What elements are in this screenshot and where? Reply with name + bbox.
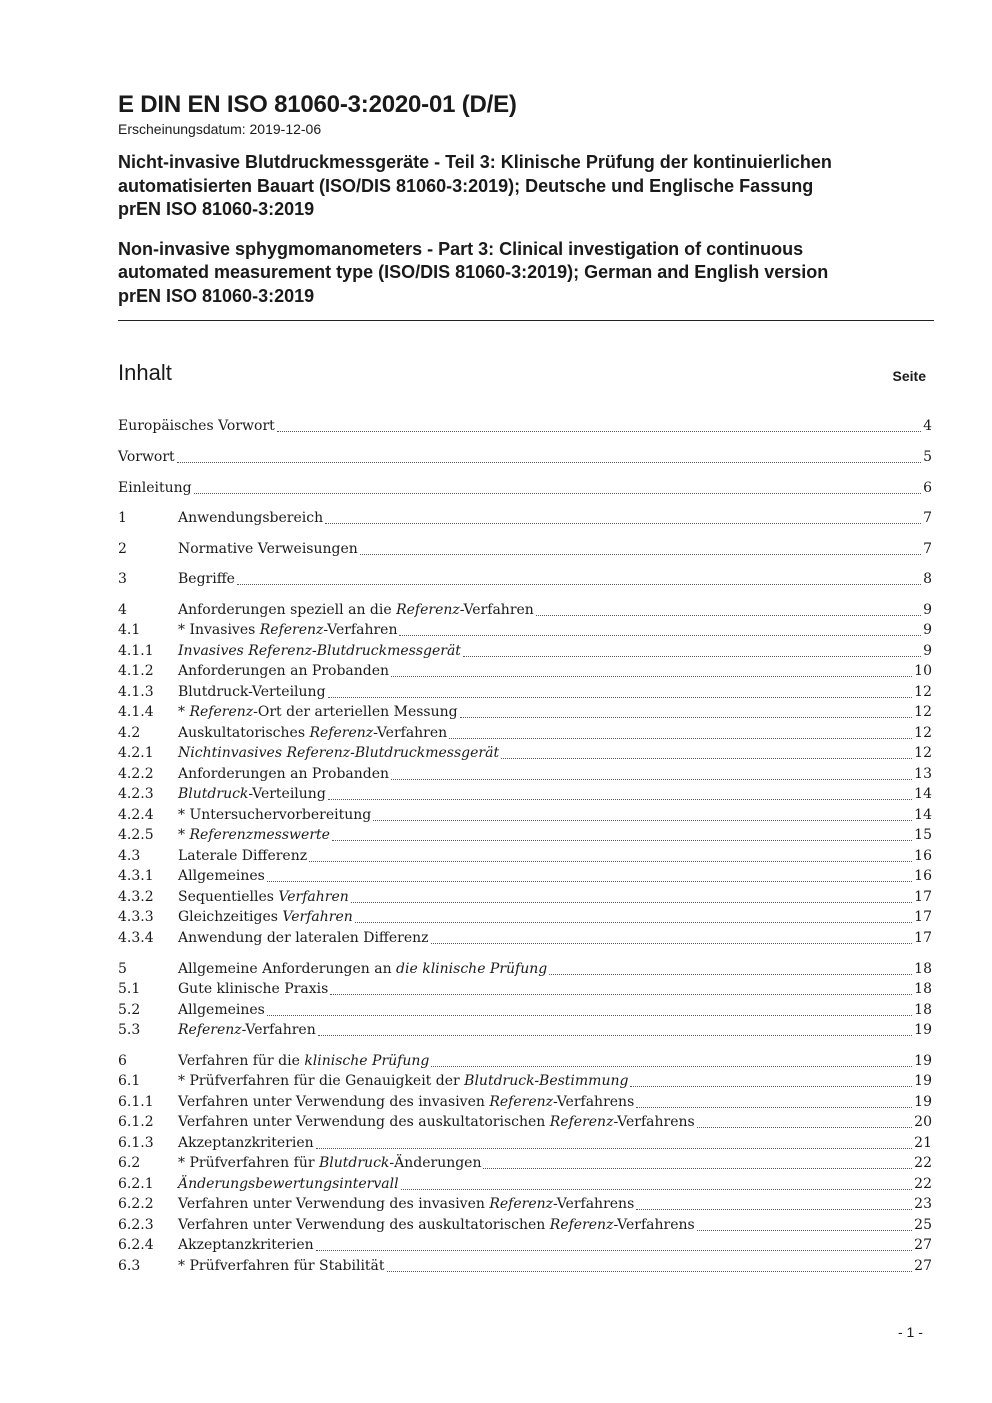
- toc-entry-label: Allgemeines: [178, 1002, 265, 1018]
- toc-entry-page: 18: [914, 961, 932, 977]
- toc-entry-page: 14: [914, 807, 932, 823]
- toc-entry-page: 15: [914, 827, 932, 843]
- toc-entry-number: 4.3.3: [118, 909, 154, 925]
- toc-entry-label: Gleichzeitiges Verfahren: [178, 909, 353, 925]
- toc-entry-label: Europäisches Vorwort: [118, 418, 275, 434]
- toc-dot-leader: [194, 489, 922, 494]
- toc-entry[interactable]: [118, 959, 932, 979]
- toc-entry-label: Anforderungen speziell an die Referenz-Verfahren: [178, 602, 534, 618]
- toc-entry-label: * Referenz-Ort der arteriellen Messung: [178, 704, 458, 720]
- toc-entry-number: 6.2: [118, 1155, 141, 1171]
- toc-entry-number: 4.1.1: [118, 643, 154, 659]
- toc-entry-page: 19: [914, 1053, 932, 1069]
- toc-entry[interactable]: [118, 866, 932, 886]
- toc-entry-number: 4.2.2: [118, 766, 154, 782]
- toc-entry-number: 6: [118, 1053, 127, 1069]
- toc-entry-number: 5.1: [118, 981, 141, 997]
- toc-entry[interactable]: [118, 478, 932, 498]
- document-header: [118, 90, 934, 308]
- toc-entry-page: 7: [923, 541, 932, 557]
- toc-entry[interactable]: [118, 1092, 932, 1112]
- toc-entry-page: 21: [914, 1135, 932, 1151]
- toc-entry-page: 7: [923, 510, 932, 526]
- toc-entry-label: * Prüfverfahren für die Genauigkeit der Blutdruck-Bestimmung: [178, 1073, 629, 1089]
- toc-entry-number: 6.1.2: [118, 1114, 154, 1130]
- toc-entry-page: 25: [914, 1217, 932, 1233]
- toc-dot-leader: [330, 990, 912, 995]
- toc-entry-number: 6.1: [118, 1073, 141, 1089]
- toc-dot-leader: [277, 427, 921, 432]
- toc-entry[interactable]: [118, 1112, 932, 1132]
- toc-entry-label: Verfahren für die klinische Prüfung: [178, 1053, 430, 1069]
- toc-dot-leader: [237, 580, 921, 585]
- toc-dot-leader: [391, 672, 912, 677]
- toc-entry[interactable]: [118, 1235, 932, 1255]
- toc-entry-label: Änderungsbewertungsintervall: [178, 1176, 399, 1192]
- toc-dot-leader: [431, 939, 913, 944]
- toc-entry[interactable]: [118, 1071, 932, 1091]
- toc-entry-page: 18: [914, 1002, 932, 1018]
- toc-entry[interactable]: [118, 743, 932, 763]
- toc-entry[interactable]: [118, 661, 932, 681]
- toc-entry-label: * Invasives Referenz-Verfahren: [178, 622, 398, 638]
- toc-entry-number: 4.3.2: [118, 889, 154, 905]
- toc-entry[interactable]: [118, 1194, 932, 1214]
- toc-entry-page: 19: [914, 1022, 932, 1038]
- toc-entry-page: 12: [914, 725, 932, 741]
- toc-entry-number: 6.2.2: [118, 1196, 154, 1212]
- toc-entry[interactable]: [118, 600, 932, 620]
- toc-dot-leader: [391, 775, 912, 780]
- toc-entry[interactable]: [118, 907, 932, 927]
- toc-entry-number: 4.1.4: [118, 704, 154, 720]
- toc-dot-leader: [332, 836, 912, 841]
- toc-entry-label: Begriffe: [178, 571, 235, 587]
- toc-entry-page: 19: [914, 1073, 932, 1089]
- title-german-line: automatisierten Bauart (ISO/DIS 81060-3:2019); Deutsche und Englische Fassung: [118, 175, 814, 196]
- toc-entry-page: 6: [923, 480, 932, 496]
- toc-entry[interactable]: [118, 1020, 932, 1040]
- toc-entry[interactable]: [118, 928, 932, 948]
- toc-entry[interactable]: [118, 979, 932, 999]
- toc-entry[interactable]: [118, 702, 932, 722]
- toc-entry[interactable]: [118, 1153, 932, 1173]
- toc-dot-leader: [328, 795, 912, 800]
- toc-entry-page: 17: [914, 889, 932, 905]
- toc-dot-leader: [387, 1267, 913, 1272]
- toc-entry-label: Vorwort: [118, 449, 175, 465]
- toc-entry-number: 5: [118, 961, 127, 977]
- toc-entry-label: Anforderungen an Probanden: [178, 766, 390, 782]
- toc-entry-number: 4.1.3: [118, 684, 154, 700]
- toc-entry-number: 6.1.1: [118, 1094, 154, 1110]
- toc-entry-label: Anwendung der lateralen Differenz: [178, 930, 429, 946]
- toc-entry[interactable]: [118, 682, 932, 702]
- toc-entry-page: 13: [914, 766, 932, 782]
- publication-date: Erscheinungsdatum: 2019-12-06: [118, 121, 322, 137]
- toc-entry-page: 17: [914, 930, 932, 946]
- toc-entry-number: 4.2.4: [118, 807, 154, 823]
- toc-dot-leader: [325, 519, 921, 524]
- toc-entry-number: 4.3: [118, 848, 141, 864]
- toc-entry-number: 6.2.3: [118, 1217, 154, 1233]
- toc-entry-page: 27: [914, 1258, 932, 1274]
- toc-entry-page: 12: [914, 684, 932, 700]
- toc-entry-label: Blutdruck-Verteilung: [178, 786, 326, 802]
- toc-entry-label: Auskultatorisches Referenz-Verfahren: [178, 725, 448, 741]
- toc-entry-page: 19: [914, 1094, 932, 1110]
- toc-entry-page: 22: [914, 1155, 932, 1171]
- toc-entry-label: Gute klinische Praxis: [178, 981, 329, 997]
- toc-entry-number: 4.3.4: [118, 930, 154, 946]
- toc-entry-number: 4.2.3: [118, 786, 154, 802]
- toc-entry-number: 2: [118, 541, 127, 557]
- toc-entry-label: Verfahren unter Verwendung des invasiven Referenz-Verfahrens: [178, 1094, 635, 1110]
- toc-entry-number: 3: [118, 571, 127, 587]
- toc-page-column-label: Seite: [892, 368, 926, 384]
- toc-entry-label: Verfahren unter Verwendung des invasiven Referenz-Verfahrens: [178, 1196, 635, 1212]
- toc-entry[interactable]: [118, 447, 932, 467]
- toc-dot-leader: [360, 550, 921, 555]
- toc-entry[interactable]: [118, 641, 932, 661]
- toc-dot-leader: [449, 734, 912, 739]
- toc-entry[interactable]: [118, 569, 932, 589]
- toc-entry-page: 12: [914, 745, 932, 761]
- toc-entry-label: * Untersuchervorbereitung: [178, 807, 372, 823]
- toc-entry-label: Blutdruck-Verteilung: [178, 684, 326, 700]
- toc-entry-number: 5.2: [118, 1002, 141, 1018]
- toc-dot-leader: [463, 652, 921, 657]
- toc-entry[interactable]: [118, 784, 932, 804]
- toc-entry-page: 22: [914, 1176, 932, 1192]
- toc-dot-leader: [549, 970, 912, 975]
- toc-entry[interactable]: [118, 539, 932, 559]
- toc-entry-label: * Prüfverfahren für Stabilität: [178, 1258, 385, 1274]
- toc-entry-number: 4.1: [118, 622, 141, 638]
- toc-entry-number: 5.3: [118, 1022, 141, 1038]
- toc-entry-label: Normative Verweisungen: [178, 541, 358, 557]
- toc-entry-number: 6.2.4: [118, 1237, 154, 1253]
- toc-dot-leader: [355, 918, 912, 923]
- toc-entry[interactable]: [118, 846, 932, 866]
- toc-entry-page: 27: [914, 1237, 932, 1253]
- toc-dot-leader: [460, 713, 913, 718]
- toc-entry-label: * Referenzmesswerte: [178, 827, 330, 843]
- toc-entry-page: 9: [923, 602, 932, 618]
- toc-entry-label: Anforderungen an Probanden: [178, 663, 390, 679]
- toc-entry[interactable]: [118, 805, 932, 825]
- toc-entry-page: 16: [914, 868, 932, 884]
- toc-entry-page: 10: [914, 663, 932, 679]
- toc-entry-page: 17: [914, 909, 932, 925]
- toc-entry[interactable]: [118, 1215, 932, 1235]
- title-english-line: Non-invasive sphygmomanometers - Part 3: Clinical investigation of continuous: [118, 238, 804, 259]
- toc-entry[interactable]: [118, 1256, 932, 1276]
- title-english-line: prEN ISO 81060-3:2019: [118, 285, 315, 306]
- page-number: - 1 -: [898, 1324, 923, 1340]
- toc-entry-label: Allgemeine Anforderungen an die klinische Prüfung: [178, 961, 548, 977]
- toc-entry-number: 4.2: [118, 725, 141, 741]
- toc-entry-page: 9: [923, 643, 932, 659]
- title-german: [118, 151, 934, 222]
- toc-entry-page: 18: [914, 981, 932, 997]
- toc-dot-leader: [399, 631, 921, 636]
- document-id: E DIN EN ISO 81060-3:2020-01 (D/E): [118, 91, 517, 118]
- toc-entry-label: Referenz-Verfahren: [178, 1022, 316, 1038]
- toc-dot-leader: [697, 1226, 912, 1231]
- toc-dot-leader: [177, 458, 921, 463]
- toc-entry[interactable]: [118, 620, 932, 640]
- toc-dot-leader: [267, 877, 912, 882]
- toc-dot-leader: [697, 1123, 912, 1128]
- toc-entry-label: Verfahren unter Verwendung des auskultatorischen Referenz-Verfahrens: [178, 1114, 695, 1130]
- toc-entry-label: Anwendungsbereich: [178, 510, 324, 526]
- toc-entry-label: Einleitung: [118, 480, 192, 496]
- toc-entry-page: 14: [914, 786, 932, 802]
- toc-entry-number: 1: [118, 510, 127, 526]
- toc-title: Inhalt: [118, 360, 172, 385]
- toc-entry-label: Verfahren unter Verwendung des auskultatorischen Referenz-Verfahrens: [178, 1217, 695, 1233]
- toc-dot-leader: [328, 693, 913, 698]
- toc-entry-label: Sequentielles Verfahren: [178, 889, 349, 905]
- title-german-line: prEN ISO 81060-3:2019: [118, 199, 315, 219]
- toc-entry[interactable]: [118, 1051, 932, 1071]
- title-german-line: Nicht-invasive Blutdruckmessgeräte - Teil 3: Klinische Prüfung der kontinuierlichen: [118, 152, 832, 172]
- toc-entry-page: 5: [923, 449, 932, 465]
- toc-entry-number: 4.2.5: [118, 827, 154, 843]
- toc-entry-number: 4.1.2: [118, 663, 154, 679]
- title-english: [118, 238, 934, 309]
- toc-dot-leader: [318, 1031, 912, 1036]
- toc-entry[interactable]: [118, 764, 932, 784]
- toc-entry-number: 4: [118, 602, 127, 618]
- toc-dot-leader: [636, 1103, 912, 1108]
- toc-entry[interactable]: [118, 825, 932, 845]
- toc-dot-leader: [536, 611, 921, 616]
- toc-dot-leader: [501, 754, 912, 759]
- toc-dot-leader: [630, 1082, 912, 1087]
- toc-entry-number: 4.3.1: [118, 868, 154, 884]
- toc-entry-number: 6.1.3: [118, 1135, 154, 1151]
- toc-dot-leader: [636, 1205, 912, 1210]
- toc-entry-label: Laterale Differenz: [178, 848, 308, 864]
- toc-entry-page: 16: [914, 848, 932, 864]
- toc-entry-label: Allgemeines: [178, 868, 265, 884]
- toc-dot-leader: [373, 816, 912, 821]
- toc-entry-label: * Prüfverfahren für Blutdruck-Änderungen: [178, 1155, 482, 1171]
- toc-entry[interactable]: [118, 1174, 932, 1194]
- toc-entry-page: 4: [923, 418, 932, 434]
- toc-entry-number: 6.2.1: [118, 1176, 154, 1192]
- toc-dot-leader: [316, 1144, 913, 1149]
- toc-dot-leader: [431, 1062, 912, 1067]
- toc-entry-page: 20: [914, 1114, 932, 1130]
- toc-entry-page: 23: [914, 1196, 932, 1212]
- header-divider: [118, 320, 934, 321]
- toc-entry-page: 8: [923, 571, 932, 587]
- toc-entry-label: Invasives Referenz-Blutdruckmessgerät: [178, 643, 461, 659]
- toc-entry[interactable]: [118, 1133, 932, 1153]
- toc-entry-number: 4.2.1: [118, 745, 154, 761]
- toc-dot-leader: [309, 857, 912, 862]
- toc-dot-leader: [316, 1246, 913, 1251]
- toc-entry-page: 9: [923, 622, 932, 638]
- title-english-line: automated measurement type (ISO/DIS 81060-3:2019); German and English version: [118, 262, 829, 282]
- toc-dot-leader: [351, 898, 912, 903]
- toc-entry-label: Nichtinvasives Referenz-Blutdruckmessgerät: [178, 745, 500, 761]
- toc-dot-leader: [483, 1164, 912, 1169]
- toc-entry[interactable]: [118, 508, 932, 528]
- toc-entry[interactable]: [118, 723, 932, 743]
- toc-entry-number: 6.3: [118, 1258, 141, 1274]
- toc-entry[interactable]: [118, 887, 932, 907]
- toc-entry-label: Akzeptanzkriterien: [178, 1135, 314, 1151]
- toc-entry[interactable]: [118, 1000, 932, 1020]
- toc-entry-page: 12: [914, 704, 932, 720]
- toc-entry[interactable]: [118, 416, 932, 436]
- toc-entry-label: Akzeptanzkriterien: [178, 1237, 314, 1253]
- toc-dot-leader: [267, 1011, 912, 1016]
- toc-dot-leader: [401, 1185, 913, 1190]
